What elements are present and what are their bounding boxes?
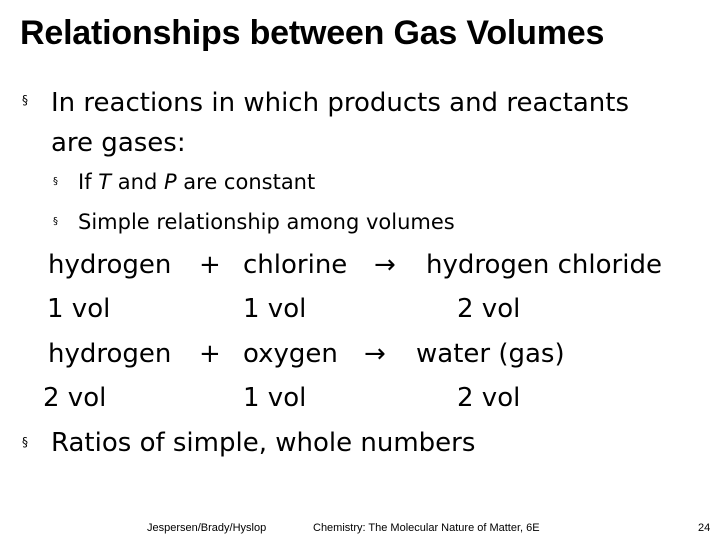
bullet-1-line-2: are gases: (51, 128, 186, 158)
bullet-1-line-1: In reactions in which products and reactants (51, 88, 630, 118)
sub-bullet-text: are constant (176, 170, 316, 194)
reaction-1-arrow-icon: → (374, 250, 396, 280)
reaction-2-reactant-1: hydrogen (48, 339, 172, 369)
footer-page-number: 24 (698, 522, 711, 534)
reaction-1-vol-reactant-2: 1 vol (243, 294, 307, 324)
reaction-2-product: water (gas) (416, 339, 565, 369)
reaction-1-plus: + (199, 250, 221, 280)
reaction-1-reactant-2: chlorine (243, 250, 348, 280)
sub-bullet-marker: § (53, 176, 58, 187)
reaction-2-reactant-2: oxygen (243, 339, 338, 369)
reaction-2-plus: + (199, 339, 221, 369)
sub-bullet-relationship: Simple relationship among volumes (78, 210, 455, 234)
reaction-2-vol-reactant-1: 2 vol (43, 383, 107, 413)
pressure-symbol: P (163, 170, 177, 194)
sub-bullet-text: If (78, 170, 99, 194)
reaction-1-product: hydrogen chloride (426, 250, 662, 280)
sub-bullet-text: and (111, 170, 164, 194)
reaction-1-reactant-1: hydrogen (48, 250, 172, 280)
bullet-2-ratios: Ratios of simple, whole numbers (51, 428, 476, 458)
reaction-2-vol-product: 2 vol (457, 383, 521, 413)
temperature-symbol: T (98, 170, 112, 194)
bullet-marker: § (22, 93, 28, 107)
slide-title: Relationships between Gas Volumes (20, 14, 605, 52)
reaction-1-vol-reactant-1: 1 vol (47, 294, 111, 324)
reaction-1-vol-product: 2 vol (457, 294, 521, 324)
reaction-2-vol-reactant-2: 1 vol (243, 383, 307, 413)
sub-bullet-marker: § (53, 216, 58, 227)
sub-bullet-constant (78, 168, 315, 196)
footer-authors: Jespersen/Brady/Hyslop (147, 522, 267, 534)
bullet-marker: § (22, 435, 28, 449)
footer-book-title: Chemistry: The Molecular Nature of Matter, 6E (313, 522, 540, 534)
reaction-2-arrow-icon: → (364, 339, 386, 369)
